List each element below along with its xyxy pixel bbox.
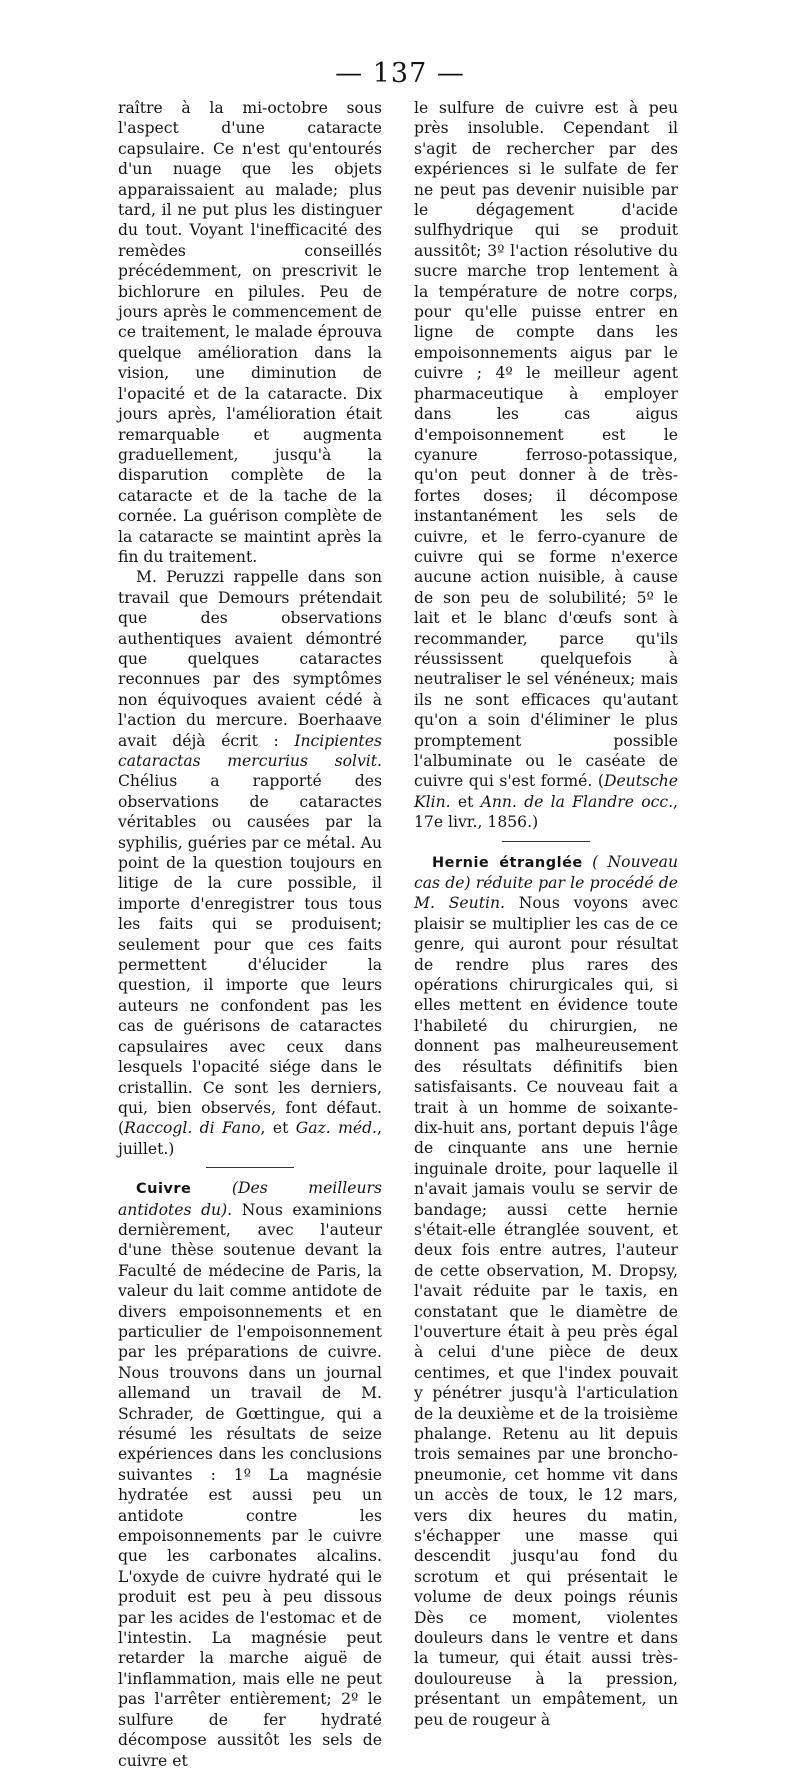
article-heading: Cuivre <box>136 1181 192 1198</box>
paragraph: le sulfure de cuivre est à peu près insoluble. Cependant il s'agit de rechercher par des expériences si le sulfate de fer ne peut pas devenir nuisible par le dégagement d'acide sulfhydrique qui se produit aussitôt; 3º l'action résolutive du sucre marche trop lentement à la température de notre corps, pour qu'elle puisse entrer en ligne de compte dans les empoisonnements aigus par le cuivre ; 4º le meilleur agent pharmaceutique à employer dans les cas aigus d'empoisonnement est le cyanure ferroso-potassique, qu'on peut donner à de très-fortes doses; il décompose instantanément les sels de cuivre, et le ferro-cyanure de cuivre qui se forme n'exerce aucune action nuisible, à cause de son peu de solubilité; 5º le lait et le blanc d'œufs sont à recommander, parce qu'ils réussissent quelquefois à neutraliser le sel vénéneux; mais ils ne sont efficaces qu'autant qu'on a soin d'éliminer le plus promptement possible l'albuminate ou le caséate de cuivre qui s'est formé. (Deutsche Klin. et Ann. de la Flandre occ., 17e livr., 1856.) <box>414 99 678 832</box>
article-subtitle: (Des meilleurs antidotes du). <box>118 1179 382 1219</box>
citation: Deutsche Klin. <box>414 772 678 811</box>
citation: Gaz. méd. <box>295 1119 378 1138</box>
paragraph: raître à la mi-octobre sous l'aspect d'une cataracte capsulaire. Ce n'est qu'entourés d'un nuage que les objets apparaissaient au malade; plus tard, il ne put plus les distinguer du tout. Voyant l'inefficacité des remèdes conseillés précédemment, on prescrivit le bichlorure en pilules. Peu de jours après le commencement de ce traitement, le malade éprouva quelque amélioration dans la vision, une diminution de l'opacité et de la cataracte. Dix jours après, l'amélioration était remarquable et augmenta graduellement, jusqu'à la disparution complète de la cataracte et de la tache de la cornée. La guérison complète de la cataracte se maintint après la fin du traitement. <box>118 99 382 566</box>
paragraph: M. Peruzzi rappelle dans son travail que Demours prétendait que des observations authentiques avaient démontré que quelques cataractes reconnues par des symptômes non équivoques avaient cédé à l'action du mercure. Boerhaave avait déjà écrit : Incipientes cataractas mercurius solvit. Chélius a rapporté des observations de cataractes véritables ou causées par la syphilis, guéries par ce métal. Au point de la question toujours en litige de la cure possible, il importe d'enregistrer tous tous les faits qui se produisent; seulement pour que ces faits permettent d'élucider la question, il importe que leurs auteurs ne confondent pas les cas de guérisons de cataractes capsulaires avec ceux dans lesquels l'opacité siége dans le cristallin. Ce sont les derniers, qui, bien observés, font défaut. (Raccogl. di Fano, et Gaz. méd., juillet.) <box>118 568 382 1158</box>
section-divider <box>206 1167 294 1168</box>
article-cuivre: Cuivre (Des meilleurs antidotes du). Nous examinions dernièrement, avec l'auteur d'une thèse soutenue devant la Faculté de médecine de Paris, la valeur du lait comme antidote de divers empoisonnements et en particulier de l'empoisonnement par les préparations de cuivre. Nous trouvons dans un journal allemand un travail de M. Schrader, de Gœttingue, qui a résumé les résultats de seize expériences dans les conclusions suivantes : 1º La magnésie hydratée est aussi peu un antidote contre les empoisonnements par le cuivre que les carbonates alcalins. L'oxyde de cuivre hydraté qui le produit est peu à peu dissous par les acides de l'estomac et de l'intestin. La magnésie peut retarder la marche aiguë de l'inflammation, mais elle ne peut pas l'arrêter entièrement; 2º le sulfure de fer hydraté décompose aussitôt les sels de cuivre et <box>118 1179 382 1770</box>
article-hernie: Hernie étranglée ( Nouveau cas de) réduite par le procédé de M. Seutin. Nous voyons avec plaisir se multiplier les cas de ce genre, qui auront pour résultat de rendre plus rares des opérations chirurgicales qui, si elles mettent en évidence toute l'habileté du chirurgien, ne donnent pas malheureusement des résultats définitifs bien satisfaisants. Ce nouveau fait a trait à un homme de soixante-dix-huit ans, portant depuis l'âge de cinquante ans une hernie inguinale droite, pour laquelle il n'avait jamais voulu se servir de bandage; aussi cette hernie s'était-elle étranglée souvent, et deux fois entre autres, l'auteur de cette observation, M. Dropsy, l'avait réduite par le taxis, en constatant que le diamètre de l'ouverture était à peu près égal à celui d'une pièce de deux centimes, et que l'index pouvait y pénétrer jusqu'à l'articulation de la deuxième et de la troisième phalange. Retenu au lit depuis trois semaines par une broncho-pneumonie, cet homme vit dans un accès de toux, le 12 mars, vers dix heures du matin, s'échapper une masse qui descendit jusqu'au fond du scrotum et qui présentait le volume de deux poings réunis Dès ce moment, violentes douleurs dans le ventre et dans la tumeur, qui était aussi très-douloureuse à la pression, présentant un empâtement, un peu de rougeur à <box>414 852 678 1729</box>
citation: Ann. de la Flandre occ. <box>480 792 674 811</box>
article-heading: Hernie étranglée <box>432 854 583 871</box>
left-column <box>118 98 382 1771</box>
citation: Raccogl. di Fano <box>124 1119 261 1138</box>
article-subtitle: ( Nouveau cas de) réduite par le procédé de M. Seutin. <box>414 852 678 913</box>
section-divider <box>502 841 590 842</box>
right-column <box>414 98 678 1730</box>
page-number: — 137 — <box>335 58 465 89</box>
latin-quote: Incipientes cataractas mercurius solvit. <box>118 731 382 770</box>
